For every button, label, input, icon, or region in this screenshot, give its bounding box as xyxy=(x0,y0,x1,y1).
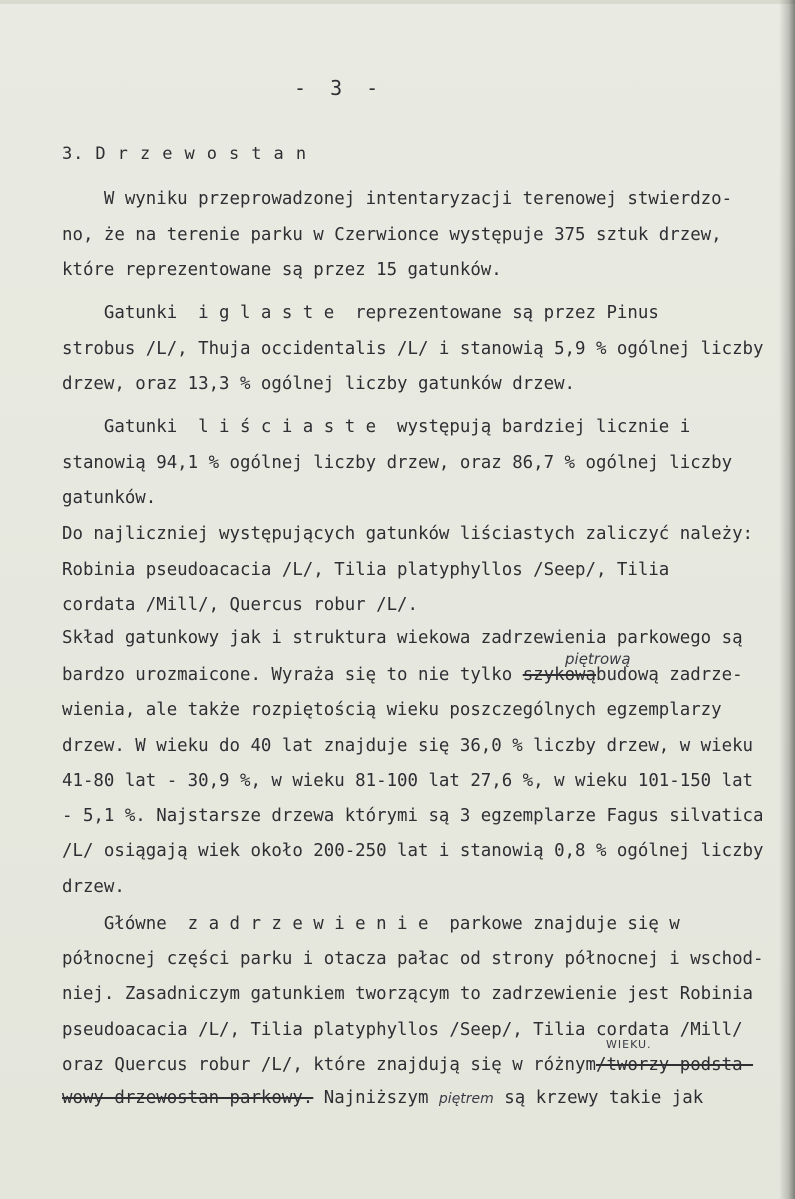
text-line: niej. Zasadniczym gatunkiem tworzącym to zadrzewienie jest Robinia xyxy=(62,984,754,1004)
text-line: wienia, ale także rozpiętością wieku poszczególnych egzemplarzy xyxy=(62,700,722,720)
text-segment: bardzo urozmaicone. Wyraża się to nie tylko xyxy=(62,665,523,685)
text-segment: Najniższym xyxy=(313,1088,439,1108)
text-line: Do najliczniej występujących gatunków liściastych zaliczyć należy: xyxy=(62,524,754,544)
text-line: cordata /Mill/, Quercus robur /L/. xyxy=(62,595,418,615)
struck-word: szykową xyxy=(522,665,596,685)
text-line: północnej części parku i otacza pałac od strony północnej i wschod- xyxy=(62,949,764,969)
text-line: 41-80 lat - 30,9 %, w wieku 81-100 lat 27,6 %, w wieku 101-150 lat xyxy=(62,771,754,791)
handwritten-insert-pietrowa: piętrową xyxy=(565,650,631,668)
text-line: stanowią 94,1 % ogólnej liczby drzew, oraz 86,7 % ogólnej liczby xyxy=(62,453,733,473)
text-segment: oraz Quercus robur /L/, które znajdują się w różnym xyxy=(62,1055,596,1075)
section-heading: 3. D r z e w o s t a n xyxy=(62,144,307,164)
text-line-with-correction xyxy=(62,1057,753,1074)
text-line: W wyniku przeprowadzonej intentaryzacji terenowej stwierdzo- xyxy=(62,189,733,209)
handwritten-insert-wieku: WIEKU. xyxy=(606,1038,652,1051)
page-number: - 3 - xyxy=(294,76,385,100)
text-line: Robinia pseudoacacia /L/, Tilia platyphyllos /Seep/, Tilia xyxy=(62,560,670,580)
text-segment: są krzewy takie jak xyxy=(493,1088,704,1108)
text-line: /L/ osiągają wiek około 200-250 lat i stanowią 0,8 % ogólnej liczby xyxy=(62,841,764,861)
text-line-with-correction xyxy=(62,1090,703,1107)
text-line: gatunków. xyxy=(62,488,157,508)
struck-phrase: wowy drzewostan parkowy. xyxy=(62,1088,314,1108)
text-line-with-correction xyxy=(62,667,743,684)
text-line: - 5,1 %. Najstarsze drzewa którymi są 3 egzemplarze Fagus silvatica xyxy=(62,806,764,826)
page-top-edge xyxy=(0,0,795,4)
struck-phrase: /tworzy podsta- xyxy=(595,1055,754,1075)
text-line: Gatunki i g l a s t e reprezentowane są przez Pinus xyxy=(62,303,659,323)
text-line: Główne z a d r z e w i e n i e parkowe znajduje się w xyxy=(62,914,680,934)
text-line: drzew, oraz 13,3 % ogólnej liczby gatunków drzew. xyxy=(62,374,576,394)
text-segment: budową zadrze- xyxy=(595,665,743,685)
text-line: strobus /L/, Thuja occidentalis /L/ i stanowią 5,9 % ogólnej liczby xyxy=(62,339,764,359)
text-line: drzew. xyxy=(62,877,125,897)
binding-shadow xyxy=(779,0,795,1199)
text-line: które reprezentowane są przez 15 gatunków. xyxy=(62,260,502,280)
handwritten-word: piętrem xyxy=(438,1091,494,1107)
text-line: Gatunki l i ś c i a s t e występują bardziej licznie i xyxy=(62,417,691,437)
text-line: pseudoacacia /L/, Tilia platyphyllos /Seep/, Tilia cordata /Mill/ xyxy=(62,1020,743,1040)
text-line: no, że na terenie parku w Czerwionce występuje 375 sztuk drzew, xyxy=(62,225,722,245)
text-line: Skład gatunkowy jak i struktura wiekowa zadrzewienia parkowego są xyxy=(62,628,743,648)
text-line: drzew. W wieku do 40 lat znajduje się 36,0 % liczby drzew, w wieku xyxy=(62,736,754,756)
